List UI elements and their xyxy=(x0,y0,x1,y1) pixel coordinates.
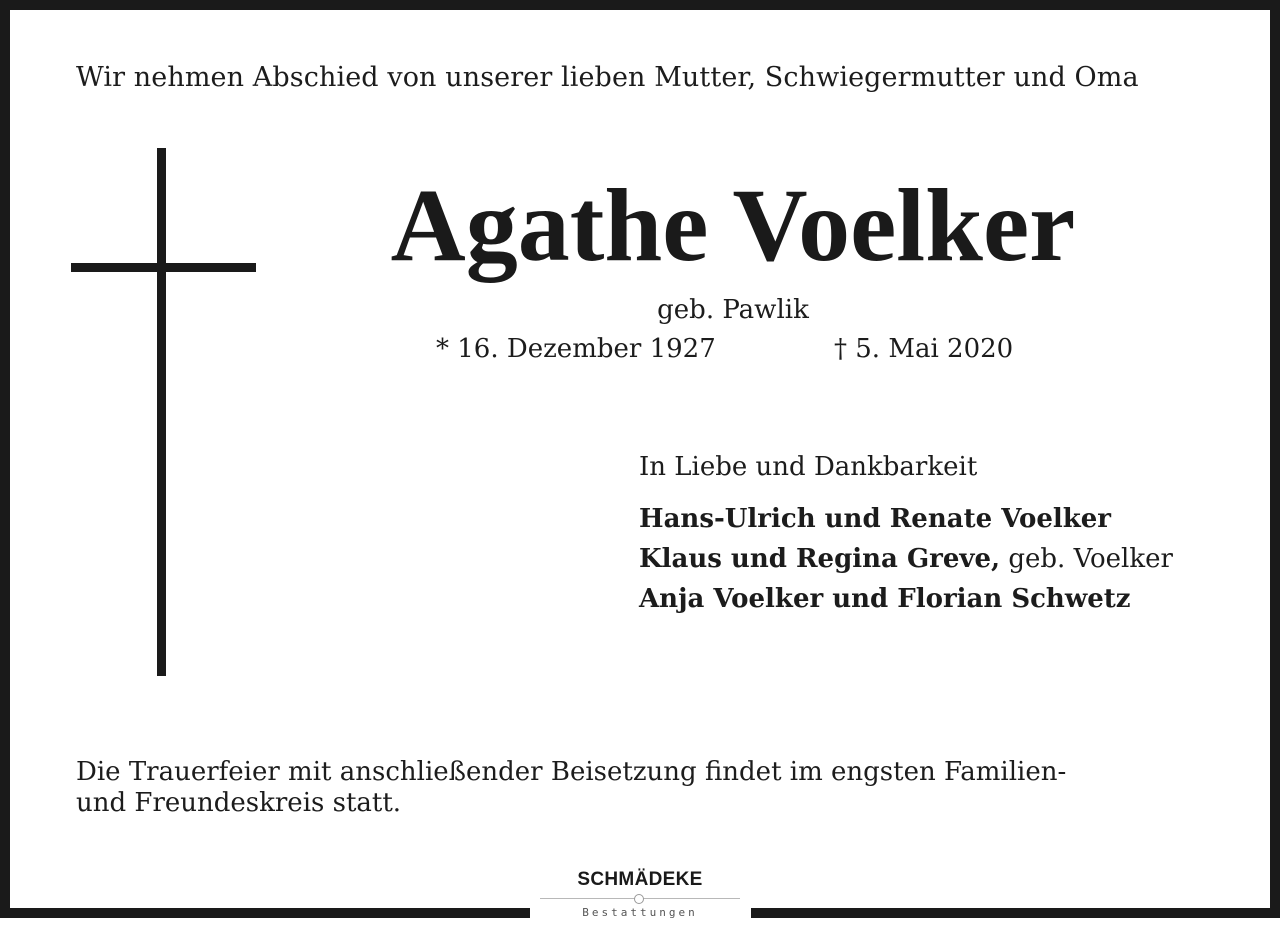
cross-vertical-bar xyxy=(157,148,166,676)
death-date: † 5. Mai 2020 xyxy=(834,334,1014,364)
frame-border-bottom-left xyxy=(0,908,530,918)
service-notice-line: Die Trauerfeier mit anschließender Beisetzung findet im engsten Familien- xyxy=(76,757,1067,787)
logo-divider xyxy=(540,894,740,904)
mourners-list xyxy=(639,499,1173,619)
logo-ring-icon xyxy=(634,894,644,904)
mourner-line xyxy=(639,579,1173,619)
birth-date: * 16. Dezember 1927 xyxy=(436,334,716,364)
frame-border-right xyxy=(1270,0,1280,918)
service-notice-line: und Freundeskreis statt. xyxy=(76,788,402,818)
intro-text: Wir nehmen Abschied von unserer lieben Mutter, Schwiegermutter und Oma xyxy=(76,62,1139,93)
mourner-names: Hans-Ulrich und Renate Voelker xyxy=(639,504,1111,534)
mourner-line xyxy=(639,539,1173,579)
service-notice xyxy=(76,757,1216,819)
mourner-names: Klaus und Regina Greve, xyxy=(639,544,1001,574)
mourner-note: geb. Voelker xyxy=(1000,544,1173,574)
deceased-name: Agathe Voelker xyxy=(390,168,1076,283)
cross-horizontal-bar xyxy=(71,263,256,272)
maiden-name: geb. Pawlik xyxy=(657,295,809,325)
gratitude-line: In Liebe und Dankbarkeit xyxy=(639,452,978,482)
frame-border-left xyxy=(0,0,10,918)
mourner-line xyxy=(639,499,1173,539)
frame-border-top xyxy=(0,0,1280,10)
mourner-names: Anja Voelker und Florian Schwetz xyxy=(639,584,1131,614)
logo-subtitle: Bestattungen xyxy=(582,906,698,919)
frame-border-bottom-right xyxy=(751,908,1280,918)
logo-name: SCHMÄDEKE xyxy=(577,869,703,890)
funeral-home-logo xyxy=(540,866,740,928)
